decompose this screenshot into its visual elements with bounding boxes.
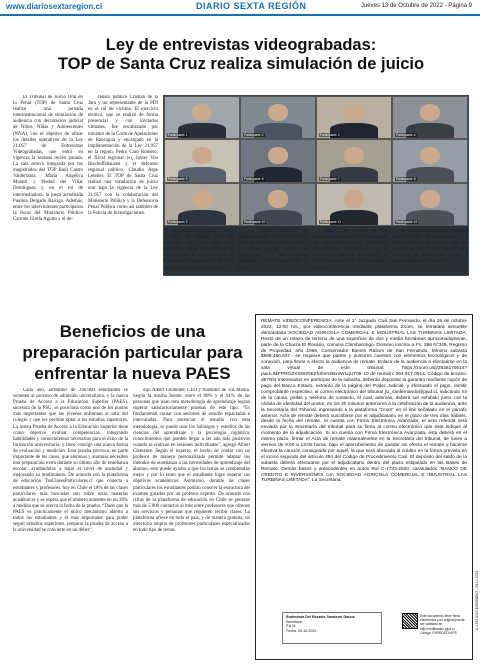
participant-name: Participante 3 <box>320 133 340 138</box>
edge-code: C-1733-2020 E45WNBH7 - 04-10-2022 <box>475 570 479 630</box>
signature-name: Rudesinda Del Rosario Sandoval García <box>286 615 355 619</box>
qr-code-icon <box>402 613 418 629</box>
participant-name: Participante 10 <box>244 219 266 224</box>
video-tile <box>392 96 468 139</box>
video-tile <box>316 139 392 182</box>
site-url[interactable]: www.diariosextaregion.cl <box>6 2 103 11</box>
video-tile <box>392 183 468 226</box>
legal-notice-box <box>255 314 473 660</box>
signature-date: Fecha: 05-10-2022 <box>286 628 317 633</box>
participant-head <box>192 190 213 207</box>
article1-title-line2: TOP de Santa Cruz realiza simulación de juicio <box>57 55 425 73</box>
signature-court: P.A.M. <box>286 624 297 629</box>
participant-name: Participante 6 <box>244 176 264 181</box>
participant-head <box>344 190 365 207</box>
article1-column-1: El Tribunal de Juicio Oral en lo Penal (TOP) de Santa Cruz realizó una jornada interinstitucional de simulación de audiencia con declaración judicial de Niños, Niñas y Adolescentes (NNA), con el objetivo de afinar los detalles operativos de la Ley 21.057 de Entrevistas Videograbadas, que entró en vigencia la semana recién pasada. La sala estuvo integrada por los magistrados del TOP Raúl Castro Valderrama, María Angélica Mulatti y Piedad del Villar Domínguez y, en el rol de intermediadora, la jueza acreditada Paulina Delgado Barriga. Además, entre los intervinientes participaron la fiscal del Ministerio Público Carmen Gloria Agurto y el de- <box>13 95 83 222</box>
video-tile <box>240 96 316 139</box>
participant-head <box>420 104 441 121</box>
video-tile <box>164 183 240 226</box>
video-tile <box>316 183 392 226</box>
article1-headline <box>10 36 472 74</box>
video-tile <box>392 139 468 182</box>
video-tile <box>164 139 240 182</box>
article2-title-line2: preparación particular para <box>22 343 243 362</box>
legal-notice-text: REMATE VIDEOCONFERENCIA. Ante el 1° Juzgado Civil San Fernando, el día 26 de octubre 2022, 12:00 hrs., por videoconferencia mediante plataforma Zoom, se rematará inmueble demandada SOCIEDAD AGRICOLA COMERCIAL E INDUSTRIAL LAS TURBINAS LIMITADA. Resto de un retazo de terreno de una superficie de dos y media hectáreas aproximadamente, parte de la Chacra El Rosario, comuna Chimbarongo. Dominio inscrito a Fs. 298 N°349, Registro de Propiedad, año 1986, Conservador Bienes Raíces de San Fernando. Mínimo subasta $598.480.537.- se requiere que partes y postores cuenten con elementos tecnológicos y de conexión, para llevar a efecto la audiencia de remate. Enlace de la audiencia a efectuarse en la sala virtual de este tribunal: https://zoom.us/j/3648170914?pwd=SkFPRGZXSk9IOEZhXhmSBxxW1qUT09. ID de reunión: 364 817 0914. Código de acceso: d67Nf4 Interesados en participar de la subasta, deberán depositar la garantía mediante cupón de pago del Banco Estado, extraído de la página del Poder Judicial, y efectuado el pago, remitir comprobante respectivo, al correo electrónico del tribunal jl1_sanfernando@pjud.cl, indicando rol de la causa, pellas y teléfono de contacto, el cual, además, deberá ser exhibido junto con la cédula de identidad del postor, en los 30 minutos anteriores a la celebración de la audiencia, ante la Secretaría del Tribunal, ingresando a la plataforma “zoom” en el link señalado en el párrafo anterior. Acta de remate deberá suscribirse por el adjudicatario en el plazo de tres días hábiles, desde la fecha del remate. Si cuenta con Firma Electrónica Avanzada, el acta referida será enviada por la Secretaría del tribunal para su firma al correo electrónico que éste indique al momento de la adjudicación. Si no cuenta con Firma Electrónica Avanzada, ésta deberá en el mismo plazo, firmar el Acta de remate materialmente en la Secretaría del tribunal, de lunes a viernes de 9:00 a 13:00 horas, bajo el apercibimiento de quedar sin efecto el remate y hacerse efectiva la caución consignada por aquél, la que será abonada al crédito en la forma prevista en el inciso segundo del artículo 494 del Código de Procedimiento Civil. El depósito del saldo de la subasta deberá efectuarse por el adjudicatario dentro del plazo estipulado en las Bases de Remate. Demás bases y antecedentes en autos Rol C-1733-2020, caratulados “BANCO DE CREDITO E INVERSIONES con SOCIEDAD AGRICOLA COMERCIAL E INDUSTRIAL LAS TURBINAS LIMITADA”. La Secretaria. <box>261 319 467 484</box>
participant-name: Participante 5 <box>168 176 188 181</box>
participant-name: Participante 9 <box>168 219 188 224</box>
participant-head <box>344 147 365 164</box>
participant-head <box>192 147 213 164</box>
video-tile <box>316 96 392 139</box>
signature-role: Secretario <box>286 619 303 624</box>
participant-head <box>268 104 289 121</box>
participant-head <box>420 190 441 207</box>
article2-column-2: dijo Albert Clemente, CEO y fundador de Tus Media. Según la misma fuente, entre el 80% y el 91% de las personas que usan esta metodología de aprendizaje logran superar satisfactoriamente pruebas de este tipo. “Es fundamental contar con sesiones de estudio espaciadas e intercaladas. Para potenciar el estudio con esta metodología, se puede usar los hallazgos y estudios de las ciencias del aprendizaje y la psicología cognitiva, conocimientos que pueden llegar a ser aún más positivos cuando se realizan en sesiones individuales”, agregó Albert Clemente. Según el experto, el hecho de contar con un profesor de manera personalizada permite adaptar los métodos de enseñanza a las necesidades de aprendizaje del alumno, esto puede ayudar a que los temas se comprendan mejor y por lo tanto que el estudiante logre superar sus objetivos académicos. Asimismo, durante las clases particulares los estudiantes podrán conocer la estructura del examen guiados por un profesor experto. De acuerdo con cifras de la plataforma de educación en Chile se generan más de 5.000 contactos al mes entre profesores que ofrecen sus servicios y personas que requieren recibir clases. La plataforma ofrece en todo el país, y de manera gratuita, un directorio amplio de profesores particulares especializados en todo tipo de temas. <box>133 388 250 534</box>
article2-column-1: Cada año, alrededor de 260.000 estudiantes se someten al proceso de admisión universitaria, y la nueva Prueba de Acceso a la Educación Superior (PAES), sucesora de la PSU, se posiciona como uno de los puntos más importantes que los jóvenes enfrentan al salir del colegio y que les permite optar a los estudios superiores. La nueva Prueba de Acceso a la Educación Superior tiene como objetivo evaluar competencias, integrando habilidades y conocimientos necesarios para el éxito de la formación universitaria, y tiene consigo una nueva forma de evaluación y medición. Esta prueba provoca, en parte importante de los casos, que alumnos y alumnas necesiten una preparación extra durante su último año de enseñanza escolar, ayudándolos a bajar el nivel de ansiedad y mejorando su rendimiento. De acuerdo con la plataforma de educación TusClasesParticulares.cl que conecta a estudiantes y profesores, hoy en Chile el 18% de las clases particulares más buscadas son sobre estas materias académicas y se espera que el número aumente en un 38% a medida que se acerca la fecha de la prueba. “Dado que la PAES es prácticamente el único mecanismo abierto a todos los estudiantes y el más importante para poder seguir estudios superiores, preparar la prueba de acceso a la universidad se convierte en un deber”, <box>13 388 128 534</box>
article2-title-line1: Beneficios de una <box>59 322 206 341</box>
participant-name: Participante 8 <box>396 176 416 181</box>
participant-head <box>420 147 441 164</box>
video-tile <box>164 96 240 139</box>
participant-head <box>192 104 213 121</box>
article1-column-2: fensor público Cristian de la Jara y un representante de la PDI en el rol de víctima. El ejercicio técnico, que se realizó de forma presencial y con invitados virtuales, fue encabezado por ministro de la Corte de Apelaciones de Rancagua y encargado en la implementación de la Ley 21.057 en la región, Pedro Caro Romero; el fiscal regional (s), Javier Von Bischoffshausen y el defensor regional público, Claudio Aspe Letelier. El TOP de Santa Cruz realizó una simulación de juicio oral bajo la vigencia de la Ley 21.057 con la colaboración del Ministerio Público y la Defensoría Penal Pública como así también de la Policía de Investigaciones. <box>88 95 158 216</box>
participant-name: Participante 1 <box>168 133 188 138</box>
participant-name: Participante 12 <box>396 219 418 224</box>
participant-head <box>268 190 289 207</box>
video-tile <box>240 139 316 182</box>
qr-caption: Este documento tiene firma electrónica y su original puede ser validado en http://verificadoc.pjud.cl Código: FXRDDSTXXPS <box>420 614 465 635</box>
article1-column-4: La tercera etapa de la implementación de la Ley 21.057 entró en vigencia el pasado lunes 3 de octubre en las regiones de O'Higgins, Metropolitana, Valparaíso y Los Lagos. Para su desar- <box>238 229 308 271</box>
date-page: Jueves 13 de Octubre de 2022 - Página 9 <box>360 3 472 9</box>
article2-headline <box>10 321 255 384</box>
participant-name: Participante 7 <box>320 176 340 181</box>
video-tile <box>240 183 316 226</box>
article2-title-line3: enfrentar la nueva PAES <box>34 364 231 383</box>
article1-column-6: mente formado y acreditado para ejercer el rol de entrevistador y/o intermediario y testifica en una sala especial, habilitada para que entregue su relato en condiciones seguras y resguardando su privacidad. <box>392 229 468 265</box>
participant-head <box>268 147 289 164</box>
article1-column-3: Al final de la jornada se llevó a cabo un diálogo con los presentes, el cual fue muy productivo donde compartimos las experiencias que cada uno tiene de la entrada en vigencia de la ley”, señaló la jueza Paulina Delgado. <box>163 229 233 271</box>
participant-name: Participante 4 <box>396 133 416 138</box>
participant-name: Participante 2 <box>244 133 264 138</box>
newspaper-name: DIARIO SEXTA REGIÓN <box>196 1 307 11</box>
signature-box <box>282 612 382 644</box>
participant-head <box>344 104 365 121</box>
participant-name: Participante 11 <box>320 219 342 224</box>
article1-title-line1: Ley de entrevistas videograbadas: <box>105 36 377 54</box>
article1-column-5: rollo, la ley dispone de dos instancias para que el NNA entregue su testimonio: La Entrevista Investigativa Videograbada y la Declaración Judicial. En ambos, el NNA interactúa con un funcionario debida- <box>313 229 387 271</box>
